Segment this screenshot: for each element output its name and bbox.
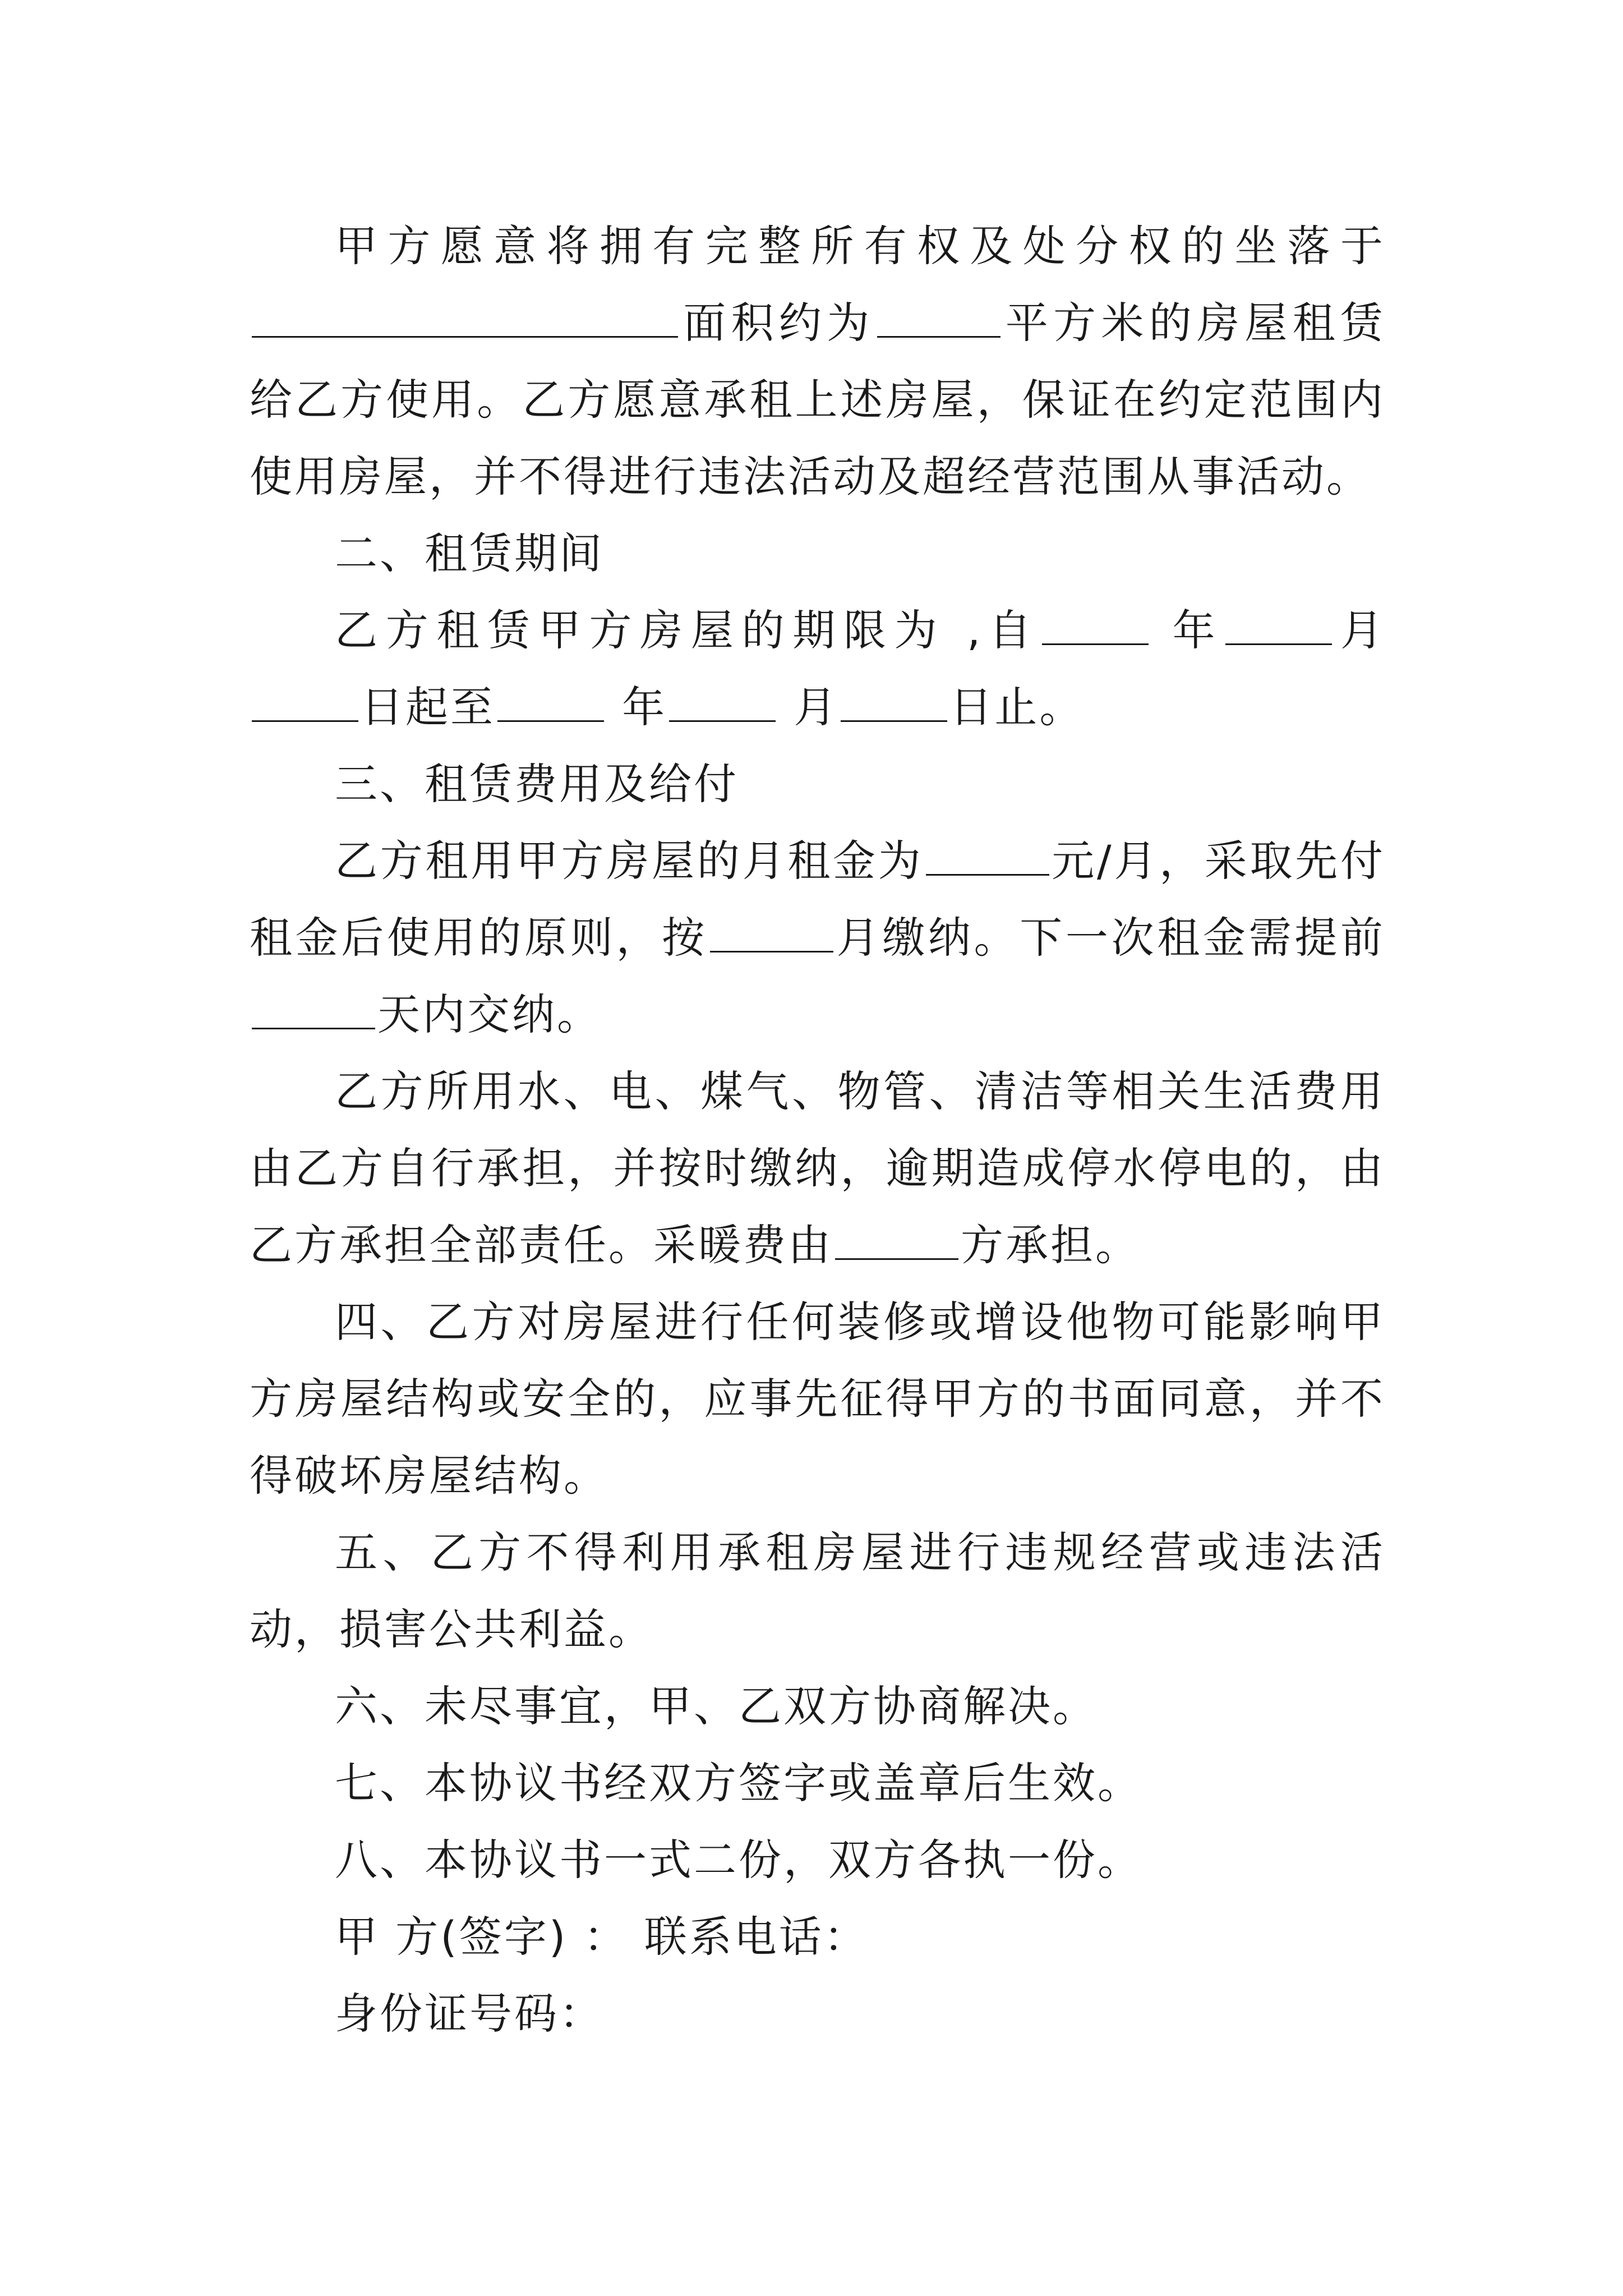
blank-end-day — [841, 685, 947, 722]
blank-payment-months — [710, 916, 833, 953]
clause-text: 天内交纳。 — [377, 990, 602, 1039]
id-number-label: 身份证号码： — [335, 1989, 604, 2039]
signature-party-a: 甲 方(签字) ： 联系电话： — [335, 1912, 869, 1962]
clause-text: 甲方愿意将拥有完整所有权及处分权的坐落于 — [335, 221, 1385, 271]
clause-text: 方承担。 — [961, 1220, 1140, 1270]
clause-rent-payment — [250, 822, 1385, 1053]
clause-renovation: 四、乙方对房屋进行任何装修或增设他物可能影响甲方房屋结构或安全的，应事先征得甲方的书面同意，并不得破坏房屋结构。 — [250, 1297, 1385, 1501]
clause-lease-period — [250, 592, 1385, 746]
blank-heating-party — [835, 1223, 958, 1260]
blank-start-year — [1042, 609, 1149, 645]
blank-end-month — [669, 685, 776, 722]
clause-text: 乙方租赁甲方房屋的期限为 ,自 — [335, 605, 1040, 655]
blank-start-month — [1225, 609, 1332, 645]
clause-text: 日起至 — [361, 682, 495, 732]
clause-text: 元/月，采取先付租金后使用的原则，按 — [250, 836, 1385, 963]
clause-text: 年 — [1172, 605, 1224, 655]
contract-body — [250, 208, 1385, 2052]
clause-text: 年 — [622, 682, 667, 732]
blank-location — [252, 301, 678, 338]
blank-end-year — [497, 685, 604, 722]
clause-text: 月 — [794, 682, 839, 732]
clause-prohibited-use: 五、乙方不得利用承租房屋进行违规经营或违法活动，损害公共利益。 — [250, 1527, 1385, 1654]
clause-unresolved-matters: 六、未尽事宜，甲、乙双方协商解决。 — [335, 1681, 1098, 1731]
section-heading-rent: 三、租赁费用及给付 — [335, 759, 739, 809]
blank-monthly-rent — [926, 839, 1049, 876]
clause-text: 月缴纳。下一次租金需提前 — [835, 913, 1386, 963]
section-heading-lease-period: 二、租赁期间 — [335, 528, 604, 578]
clause-copies: 八、本协议书一式二份，双方各执一份。 — [335, 1835, 1142, 1885]
clause-text: 日止。 — [949, 682, 1085, 732]
blank-area — [877, 301, 1000, 338]
clause-text: 乙方所用水、电、煤气、物管、清洁等相关生活费用由乙方自行承担，并按时缴纳，逾期造成停水停电的，由乙方承担全部责任。采暖费由 — [250, 1066, 1385, 1270]
clause-effectiveness: 七、本协议书经双方签字或盖章后生效。 — [335, 1758, 1142, 1808]
clause-text: 月 — [1334, 605, 1385, 655]
clause-utilities — [250, 1053, 1385, 1283]
blank-start-day — [252, 685, 358, 722]
blank-advance-days — [252, 993, 375, 1029]
clause-text: 乙方租用甲方房屋的月租金为 — [335, 836, 924, 886]
clause-text: 平方米的房屋租赁给乙方使用。乙方愿意承租上述房屋，保证在约定范围内使用房屋，并不得进行违法活动及超经营范围从事活动。 — [250, 298, 1386, 501]
clause-property-description — [250, 208, 1385, 515]
clause-text: 面积约为 — [680, 298, 875, 348]
